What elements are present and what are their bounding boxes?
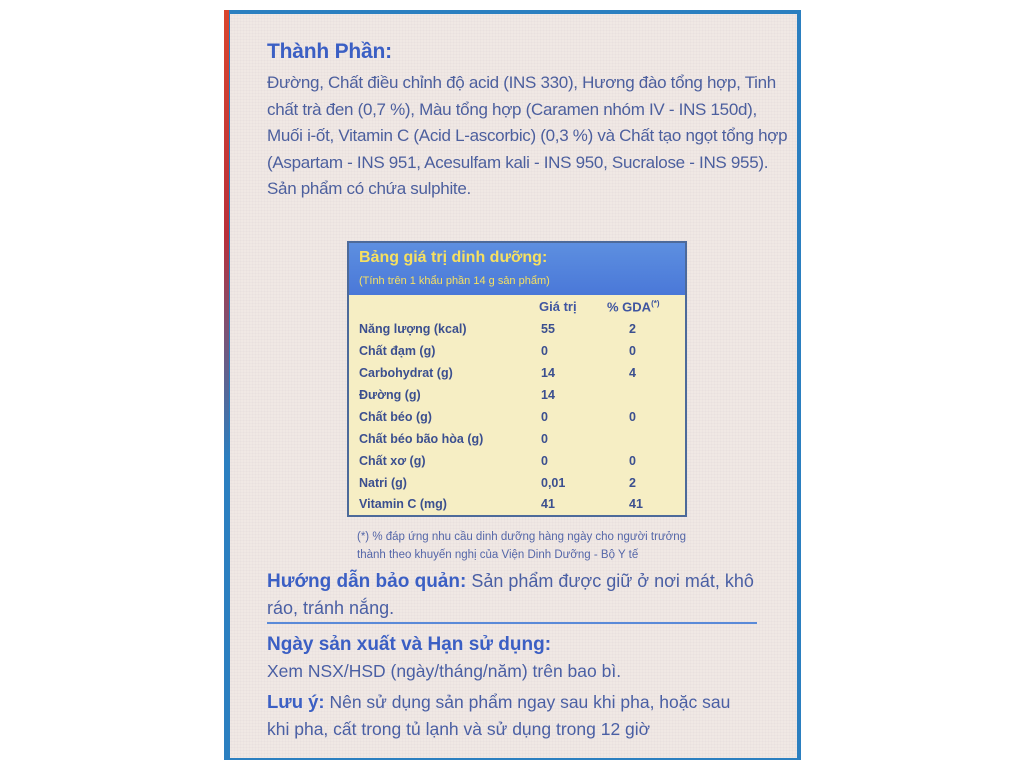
footnote-line: (*) % đáp ứng nhu cầu dinh dưỡng hàng ngày cho người trưởng <box>357 531 686 543</box>
table-row <box>359 366 679 387</box>
nutrient-name: Vitamin C (mg) <box>359 497 447 511</box>
ingredients-text <box>267 70 788 203</box>
nutrient-gda: 2 <box>629 476 636 490</box>
table-row <box>359 432 679 453</box>
table-row <box>359 344 679 365</box>
label-panel <box>230 14 797 758</box>
storage-text: Sản phẩm được giữ ở nơi mát, khô <box>466 571 754 591</box>
note-text: Nên sử dụng sản phẩm ngay sau khi pha, hoặc sau <box>324 692 731 712</box>
nutrient-gda: 4 <box>629 366 636 380</box>
nutrient-value: 0 <box>541 344 548 358</box>
ingredients-line: (Aspartam - INS 951, Acesulfam kali - INS 950, Sucralose - INS 955). <box>267 152 769 172</box>
table-row <box>359 497 679 518</box>
nutrition-table-header <box>349 243 685 295</box>
nutrient-value: 14 <box>541 388 555 402</box>
gda-label: % GDA <box>607 299 652 315</box>
ingredients-line: Đường, Chất điều chỉnh độ acid (INS 330), Hương đào tổng hợp, Tinh <box>267 73 776 92</box>
package-edge <box>224 10 229 760</box>
nutrient-name: Carbohydrat (g) <box>359 366 453 380</box>
note-text-cont: khi pha, cất trong tủ lạnh và sử dụng trong 12 giờ <box>267 719 651 739</box>
nutrient-gda: 2 <box>629 322 636 336</box>
nutrition-title: Bảng giá trị dinh dưỡng: <box>359 249 548 266</box>
note-label: Lưu ý: <box>267 691 325 712</box>
nutrient-gda: 0 <box>629 454 636 468</box>
usage-note <box>267 688 767 743</box>
footnote-line: thành theo khuyến nghị của Viện Dinh Dưỡng - Bộ Y tế <box>357 549 639 561</box>
nutrition-subtitle: (Tính trên 1 khẩu phần 14 g sản phẩm) <box>359 275 550 287</box>
nutrient-name: Chất béo bão hòa (g) <box>359 432 484 446</box>
nutrient-name: Chất đạm (g) <box>359 344 436 358</box>
table-row <box>359 476 679 497</box>
nutrient-value: 0,01 <box>541 476 566 490</box>
ingredients-line: Muối i-ốt, Vitamin C (Acid L-ascorbic) (0,3 %) và Chất tạo ngọt tổng hợp <box>267 126 788 145</box>
gda-note-mark: (*) <box>651 299 660 308</box>
nutrient-name: Năng lượng (kcal) <box>359 322 467 336</box>
table-row <box>359 454 679 475</box>
nutrient-value: 0 <box>541 410 548 424</box>
nutrient-name: Chất xơ (g) <box>359 454 426 468</box>
nutrient-name: Natri (g) <box>359 476 407 490</box>
column-header-gda <box>607 299 660 314</box>
storage-text-cont: ráo, tránh nắng. <box>267 598 395 618</box>
table-row <box>359 322 679 343</box>
nutrient-gda: 0 <box>629 344 636 358</box>
nutrient-gda: 0 <box>629 410 636 424</box>
storage-instructions <box>267 568 767 622</box>
nutrient-gda: 41 <box>629 497 643 511</box>
column-header-value: Giá trị <box>539 299 577 314</box>
nutrition-footnote <box>357 528 686 564</box>
nutrient-value: 0 <box>541 432 548 446</box>
table-row <box>359 410 679 431</box>
storage-label: Hướng dẫn bảo quản: <box>267 571 467 592</box>
table-row <box>359 388 679 409</box>
ingredients-line: chất trà đen (0,7 %), Màu tổng hợp (Caramen nhóm IV - INS 150d), <box>267 99 757 119</box>
nutrient-value: 41 <box>541 497 555 511</box>
ingredients-heading: Thành Phần: <box>267 40 392 63</box>
nutrient-value: 0 <box>541 454 548 468</box>
nutrient-name: Đường (g) <box>359 388 421 402</box>
section-divider <box>267 622 757 624</box>
dates-text: Xem NSX/HSD (ngày/tháng/năm) trên bao bì. <box>267 661 622 681</box>
nutrient-name: Chất béo (g) <box>359 410 432 424</box>
nutrient-value: 55 <box>541 322 555 336</box>
ingredients-line: Sản phẩm có chứa sulphite. <box>267 179 471 198</box>
nutrition-table <box>347 241 687 517</box>
nutrient-value: 14 <box>541 366 555 380</box>
dates-title: Ngày sản xuất và Hạn sử dụng: <box>267 634 552 655</box>
